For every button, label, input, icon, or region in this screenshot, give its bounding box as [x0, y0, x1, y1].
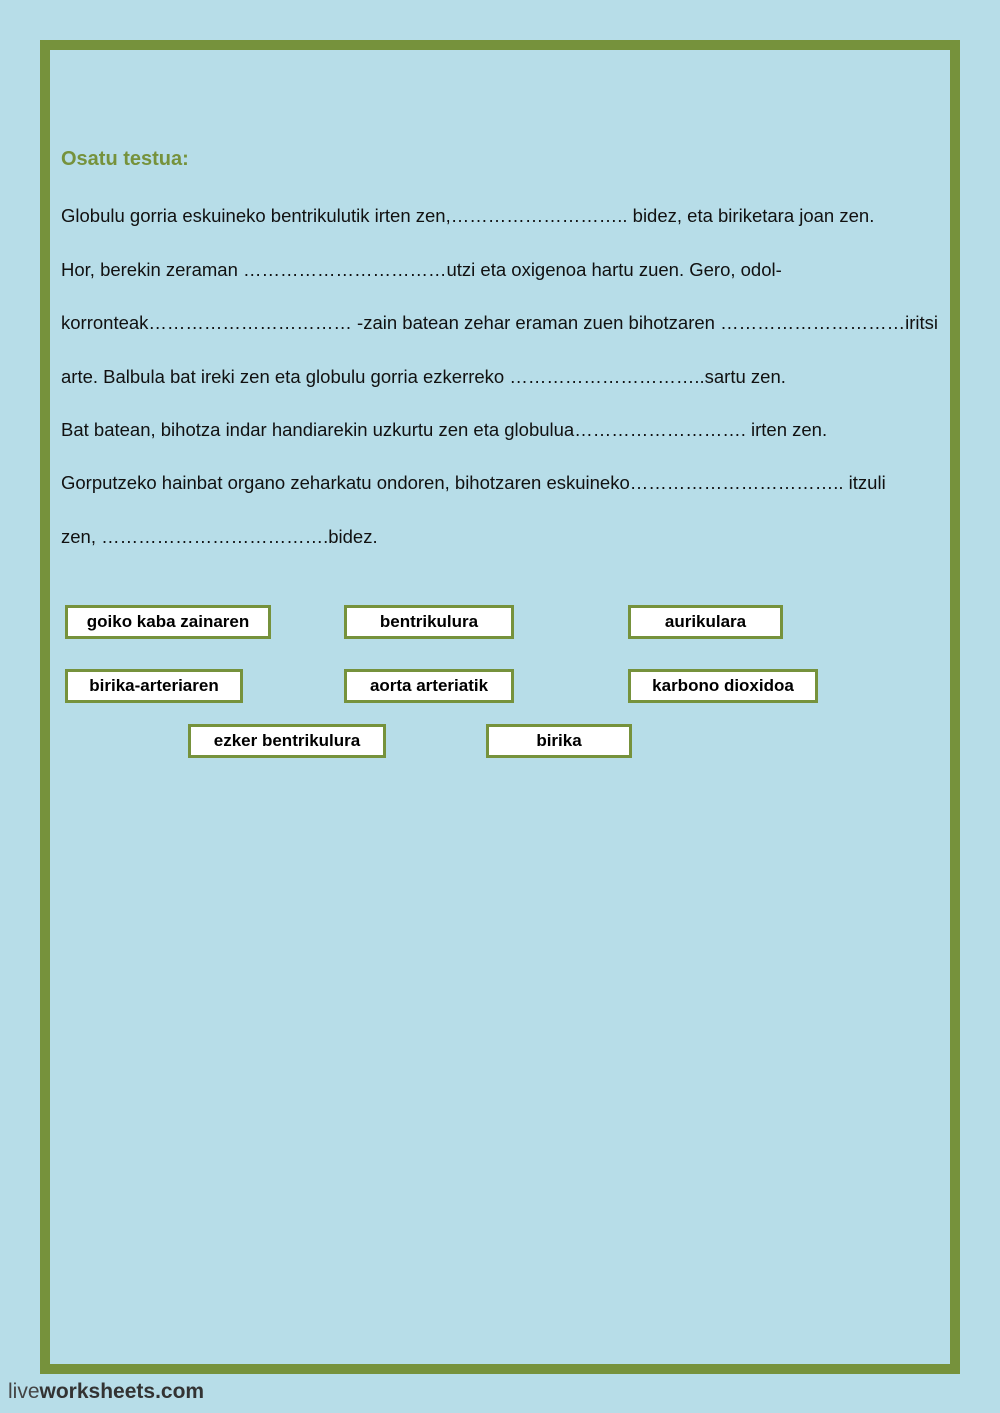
word-option-goiko-kaba-zainaren[interactable]: goiko kaba zainaren — [65, 605, 271, 639]
word-option-birika-arteriaren[interactable]: birika-arteriaren — [65, 669, 243, 703]
logo-part-live: live — [8, 1380, 40, 1403]
text-line-5: Bat batean, bihotza indar handiarekin uzkurtu zen eta globulua………………………. irten zen. — [61, 419, 828, 440]
text-line-1: Globulu gorria eskuineko bentrikulutik irten zen,……………………….. bidez, eta biriketara joan zen. — [61, 205, 875, 226]
text-line-6: Gorputzeko hainbat organo zeharkatu ondoren, bihotzaren eskuineko…………………………….. itzuli — [61, 472, 886, 493]
word-option-aorta-arteriatik[interactable]: aorta arteriatik — [344, 669, 514, 703]
liveworksheets-logo[interactable] — [8, 1380, 204, 1404]
text-line-2: Hor, berekin zeraman ……………………………utzi eta oxigenoa hartu zuen. Gero, odol- — [61, 259, 782, 280]
logo-part-worksheets: worksheets — [39, 1380, 156, 1403]
worksheet-frame — [40, 40, 960, 1374]
word-option-birika[interactable]: birika — [486, 724, 632, 758]
word-option-karbono-dioxidoa[interactable]: karbono dioxidoa — [628, 669, 818, 703]
word-option-aurikulara[interactable]: aurikulara — [628, 605, 783, 639]
word-option-ezker-bentrikulura[interactable]: ezker bentrikulura — [188, 724, 386, 758]
text-line-3: korronteak…………………………… -zain batean zehar eraman zuen bihotzaren …………………………iritsi — [61, 312, 938, 333]
logo-part-suffix: .com — [155, 1380, 205, 1403]
text-line-7: zen, ……………………………….bidez. — [61, 526, 378, 547]
worksheet-heading: Osatu testua: — [61, 148, 189, 170]
text-line-4: arte. Balbula bat ireki zen eta globulu gorria ezkerreko …………………………..sartu zen. — [61, 366, 786, 387]
word-option-bentrikulura[interactable]: bentrikulura — [344, 605, 514, 639]
